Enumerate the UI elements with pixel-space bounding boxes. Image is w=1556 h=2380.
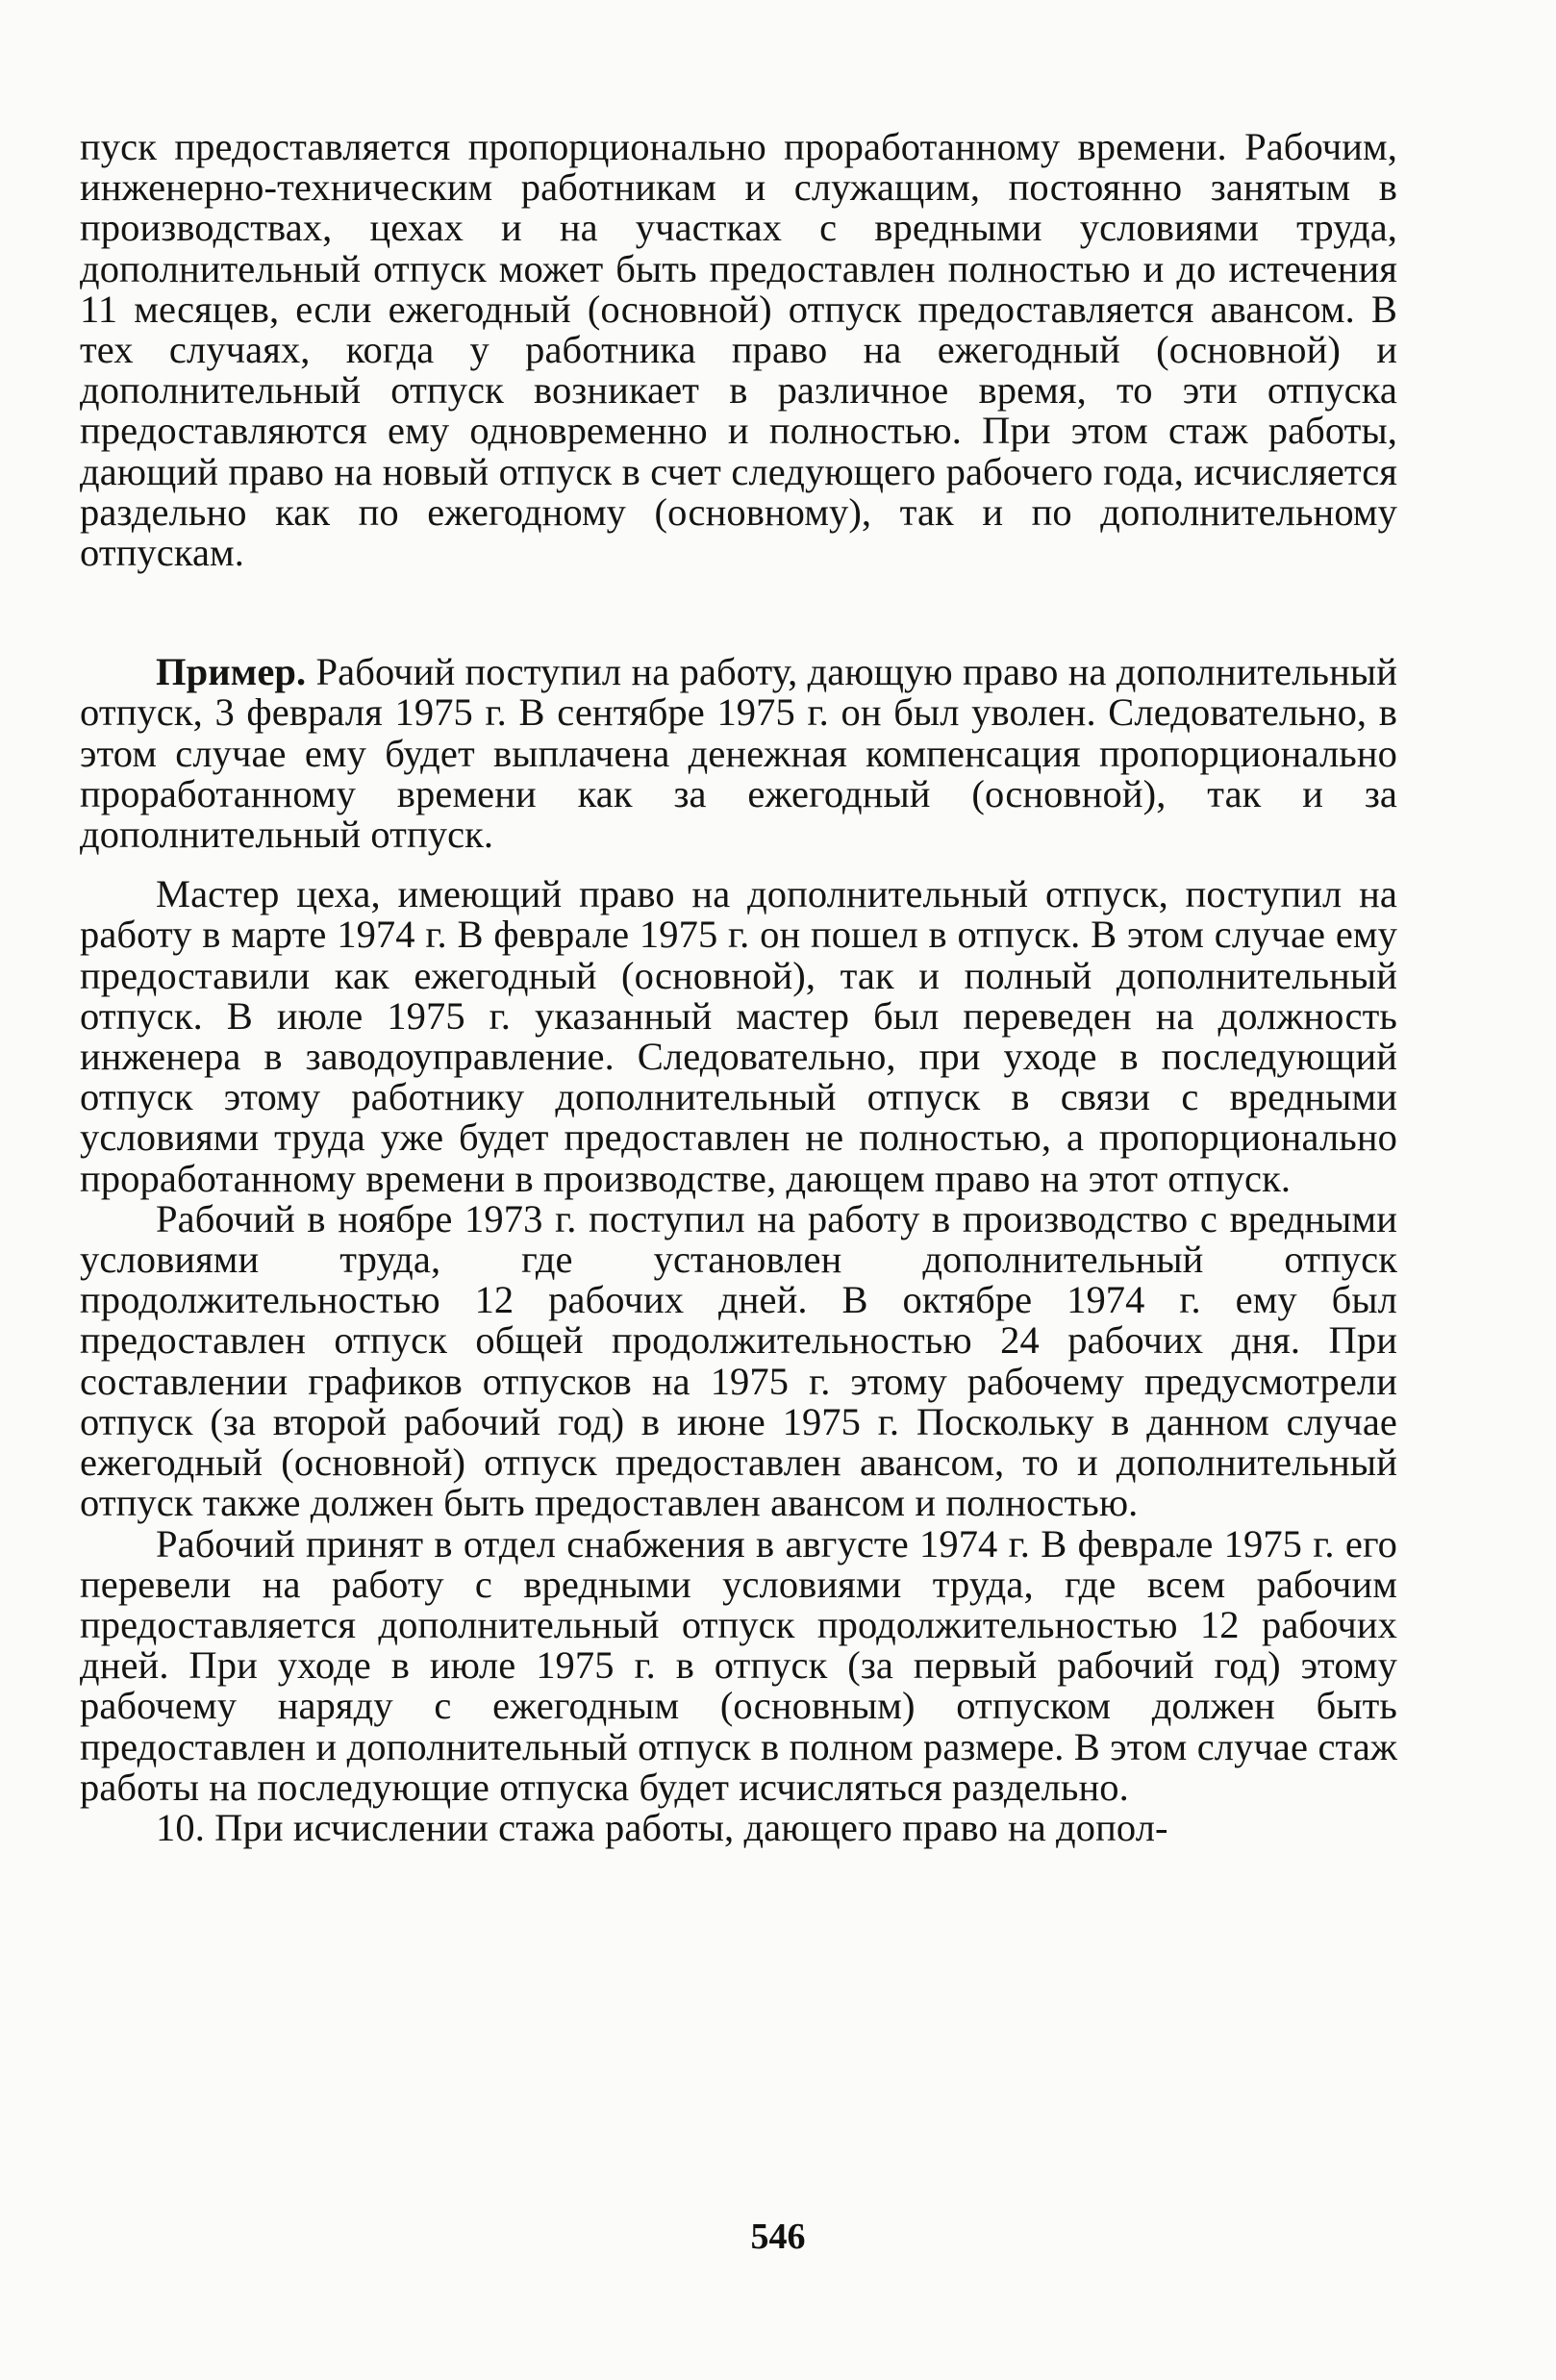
paragraph-worker-supply: Рабочий принят в отдел снабжения в августе 1974 г. В феврале 1975 г. его перевели на работу с вредными условиями труда, где всем рабочим предоставляется дополнительный отпуск продолжительностью 12 рабочих дней. При уходе в июле 1975 г. в отпуск (за первый рабочий год) этому рабочему наряду с ежегодным (основным) отпуском должен быть предоставлен и дополнительный отпуск в полном размере. В этом случае стаж работы на последующие отпуска будет исчисляться раздельно.: [80, 1521, 1397, 1809]
paragraph-master: Мастер цеха, имеющий право на дополнительный отпуск, поступил на работу в марте 1974 г. В феврале 1975 г. он пошел в отпуск. В этом случае ему предоставили как ежегодный (основной), так и полный дополнительный отпуск. В июле 1975 г. указанный мастер был переведен на должность инженера в заводоуправление. Следовательно, при уходе в последующий отпуск этому работнику дополнительный отпуск в связи с вредными условиями труда уже будет предоставлен не полностью, а пропорционально проработанному времени в производстве, дающем право на этот отпуск.: [80, 872, 1397, 1200]
example-text: Рабочий поступил на работу, дающую право на дополнительный отпуск, 3 февраля 1975 г. В сентябре 1975 г. он был уволен. Следовательно, в этом случае ему будет выплачена денежная компенсация пропорционально проработанному времени как за ежегодный (основной), так и за дополнительный отпуск.: [80, 650, 1397, 857]
paragraph-worker-november: Рабочий в ноябре 1973 г. поступил на работу в производство с вредными условиями труда, где установлен дополнительный отпуск продолжительностью 12 рабочих дней. В октябре 1974 г. ему был предоставлен отпуск общей продолжительностью 24 рабочих дня. При составлении графиков отпусков на 1975 г. этому рабочему предусмотрели отпуск (за второй рабочий год) в июне 1975 г. Поскольку в данном случае ежегодный (основной) отпуск предоставлен авансом, то и дополнительный отпуск также должен быть предоставлен авансом и полностью.: [80, 1196, 1397, 1525]
example-paragraph: [80, 652, 1397, 855]
example-label: Пример.: [156, 650, 307, 694]
page-number: 546: [750, 2217, 806, 2257]
paragraph-section-10: 10. При исчислении стажа работы, дающего право на допол-: [156, 1805, 1168, 1849]
paragraph-continuation: пуск предоставляется пропорционально проработанному времени. Рабочим, инженерно-техническим работникам и служащим, постоянно занятым в производствах, цехах и на участках с вредными условиями труда, дополнительный отпуск может быть предоставлен полностью и до истечения 11 месяцев, если ежегодный (основной) отпуск предоставляется авансом. В тех случаях, когда у работника право на ежегодный (основной) и дополнительный отпуск возникает в различное время, то эти отпуска предоставляются ему одновременно и полностью. При этом стаж работы, дающий право на новый отпуск в счет следующего рабочего года, исчисляется раздельно как по ежегодному (основному), так и по дополнительному отпускам.: [80, 125, 1397, 575]
body-text: [80, 127, 1397, 1848]
